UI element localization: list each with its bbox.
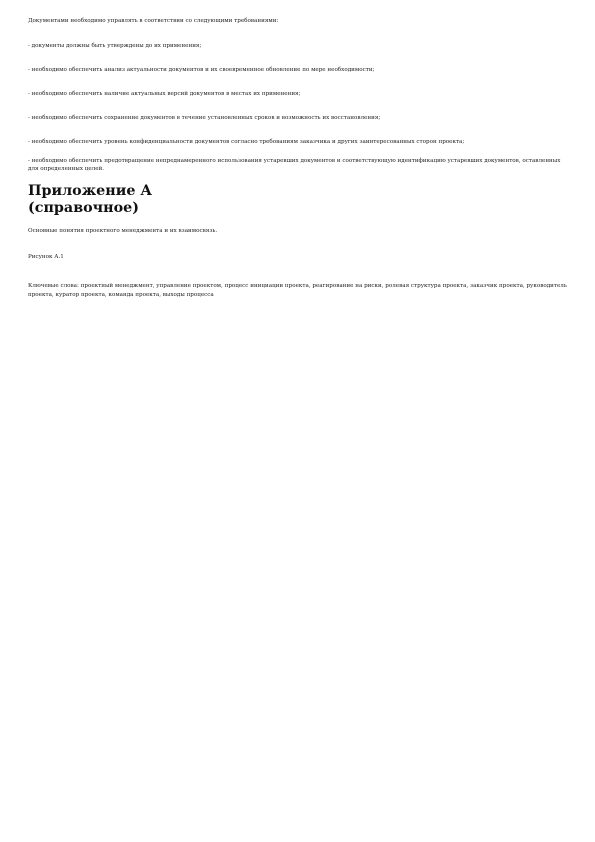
- appendix-title: Приложение А: [28, 182, 153, 199]
- appendix-subtitle: (справочное): [28, 199, 139, 216]
- requirements-intro: Документами необходимо управлять в соответствии со следующими требованиями:: [28, 18, 279, 24]
- appendix-heading: [28, 183, 568, 217]
- requirements-list: [28, 42, 568, 174]
- list-item: - документы должны быть утверждены до их применения;: [28, 42, 202, 49]
- keywords: Ключевые слова: проектный менеджмент, управление проектом, процесс инициации проекта, реагирование на риски, ролевая структура проекта, заказчик проекта, руководитель проекта, куратор проекта, команда проекта, выходы процесса: [28, 282, 567, 298]
- list-item: - необходимо обеспечить уровень конфиденциальности документов согласно требованиям заказчика и других заинтересованных сторон проекта;: [28, 138, 465, 145]
- figure-label: Рисунок А.1: [28, 254, 64, 261]
- list-item: - необходимо обеспечить предотвращение непреднамеренного использования устаревших документов и соответствующую идентификацию устаревших документов, оставленных для определенных целей.: [28, 157, 561, 173]
- appendix-description: Основные понятия проектного менеджмента и их взаимосвязь.: [28, 227, 218, 234]
- list-item: - необходимо обеспечить анализ актуальности документов и их своевременное обновление по мере необходимости;: [28, 66, 375, 73]
- list-item: - необходимо обеспечить сохранение документов в течение установленных сроков и возможность их восстановления;: [28, 114, 381, 121]
- document-page: [28, 17, 568, 299]
- list-item: - необходимо обеспечить наличие актуальных версий документов в местах их применения;: [28, 90, 301, 97]
